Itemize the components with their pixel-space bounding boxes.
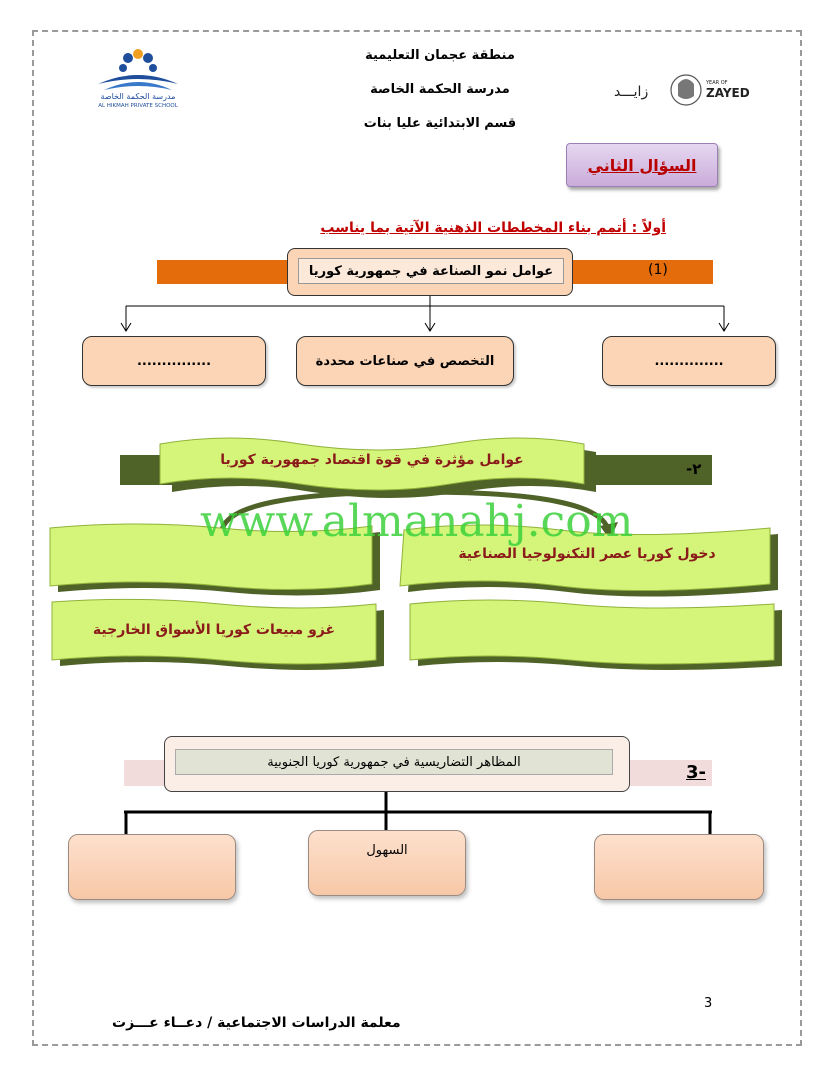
section1-box-center: التخصص في صناعات محددة xyxy=(296,336,514,386)
header-line-2: مدرسة الحكمة الخاصة xyxy=(370,82,510,97)
svg-text:AL HIKMAH PRIVATE SCHOOL: AL HIKMAH PRIVATE SCHOOL xyxy=(98,103,178,108)
intro-instruction: أولاً : أتمم بناء المخططات الذهنية الآتية بما يناسب xyxy=(320,220,666,236)
header-line-1: منطقة عجمان التعليمية xyxy=(365,48,515,63)
section2-item-1: دخول كوريا عصر التكنولوجيا الصناعية xyxy=(458,546,716,562)
page-number: 3 xyxy=(704,996,713,1011)
section3-box-center: السهول xyxy=(308,830,466,896)
header-line-3: قسم الابتدائية عليا بنات xyxy=(363,116,517,131)
svg-text:YEAR OF: YEAR OF xyxy=(706,80,728,86)
section2-number: -٢ xyxy=(686,460,702,478)
section1-number: (1) xyxy=(648,262,668,278)
section3-center-box xyxy=(164,736,630,792)
section3-number: 3- xyxy=(686,762,706,783)
svg-text:زايـــد: زايـــد xyxy=(614,84,649,100)
section3-center-label: المظاهر التضاريسية في جمهورية كوريا الجنوبية xyxy=(175,749,613,775)
section3-box-right xyxy=(594,834,764,900)
section1-box-left: ............... xyxy=(82,336,266,386)
section1-center-label: عوامل نمو الصناعة في جمهورية كوريا xyxy=(298,258,564,284)
section3-box-left xyxy=(68,834,236,900)
svg-text:مدرسة الحكمة الخاصة: مدرسة الحكمة الخاصة xyxy=(100,92,176,101)
section2-item-4: غزو مبيعات كوريا الأسواق الخارجية xyxy=(92,622,336,638)
section2-center-label: عوامل مؤثرة في قوة اقتصاد جمهورية كوريا xyxy=(220,452,524,468)
watermark: www.almanahj.com xyxy=(200,496,634,547)
question-title: السؤال الثاني xyxy=(566,143,718,187)
svg-text:ZAYED: ZAYED xyxy=(706,86,750,100)
section1-box-right: .............. xyxy=(602,336,776,386)
footer-teacher: معلمة الدراسات الاجتماعية / دعــاء عـــزت xyxy=(112,1015,401,1031)
